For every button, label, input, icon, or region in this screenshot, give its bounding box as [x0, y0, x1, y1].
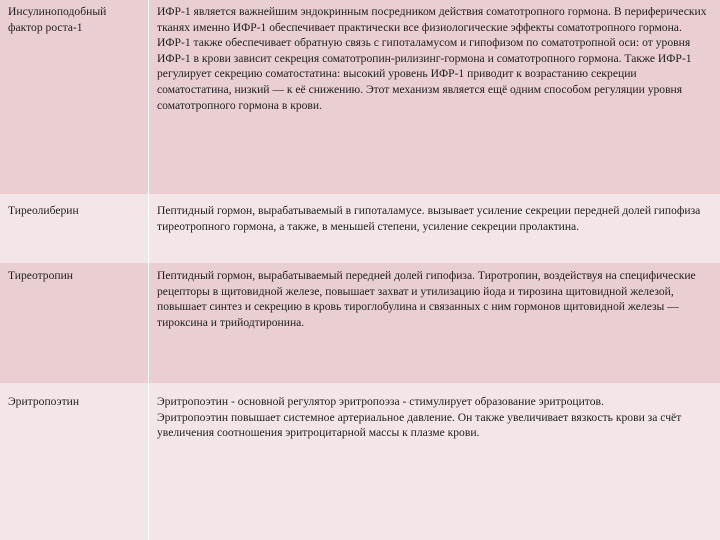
table-row: [0, 194, 720, 264]
description-paragraph: ИФР-1 является важнейшим эндокринным посредником действия соматотропного гормона. В периферических тканях именно ИФР-1 обеспечивает практически все физиологические эффекты соматотропного гормона.: [157, 5, 707, 34]
description-paragraph: Пептидный гормон, вырабатываемый передней долей гипофиза. Тиротропин, воздействуя на специфические рецепторы в щитовидной железе, повышает захват и утилизацию йода и тирозина щитовидной железой, повышает синтез и секрецию в кровь тироглобулина и связанных с ним гормонов щитовидной железы — тироксина и трийодтиронина.: [157, 269, 696, 329]
description-cell: [149, 0, 720, 194]
table-row: [0, 263, 720, 384]
description-paragraph: Эритропоэтин повышает системное артериальное давление. Он также увеличивает вязкость крови за счёт увеличения соотношения эритроцитарной массы к плазме крови.: [157, 410, 682, 440]
term-cell: Тиреотропин: [0, 263, 149, 383]
table-row: [0, 0, 720, 195]
term-cell: Инсулиноподобный фактор роста-1: [0, 0, 149, 194]
description-paragraph: Эритропоэтин - основной регулятор эритропоэза - стимулирует образование эритроцитов.: [157, 395, 604, 408]
description-paragraph: Пептидный гормон, вырабатываемый в гипоталамусе. вызывает усиление секреции передней долей гипофиза тиреотропного гормона, а также, в меньшей степени, усиление секреции пролактина.: [157, 204, 701, 233]
table-row: [0, 383, 720, 540]
description-cell: [149, 263, 720, 383]
description-cell: [149, 383, 720, 540]
term-cell: Тиреолиберин: [0, 194, 149, 263]
description-cell: [149, 194, 720, 263]
term-cell: Эритропоэтин: [0, 383, 149, 540]
description-paragraph: ИФР-1 также обеспечивает обратную связь с гипоталамусом и гипофизом по соматотропной оси: от уровня ИФР-1 в крови зависит секреция соматотропин-рилизинг-гормона и соматотропного гормона. Также ИФР-1 регулирует секрецию соматостатина: высокий уровень ИФР-1 приводит к возрастанию секреции соматостатина, низкий — к её снижению. Этот механизм является ещё одним способом регуляции уровня соматотропного гормона в крови.: [157, 36, 692, 112]
